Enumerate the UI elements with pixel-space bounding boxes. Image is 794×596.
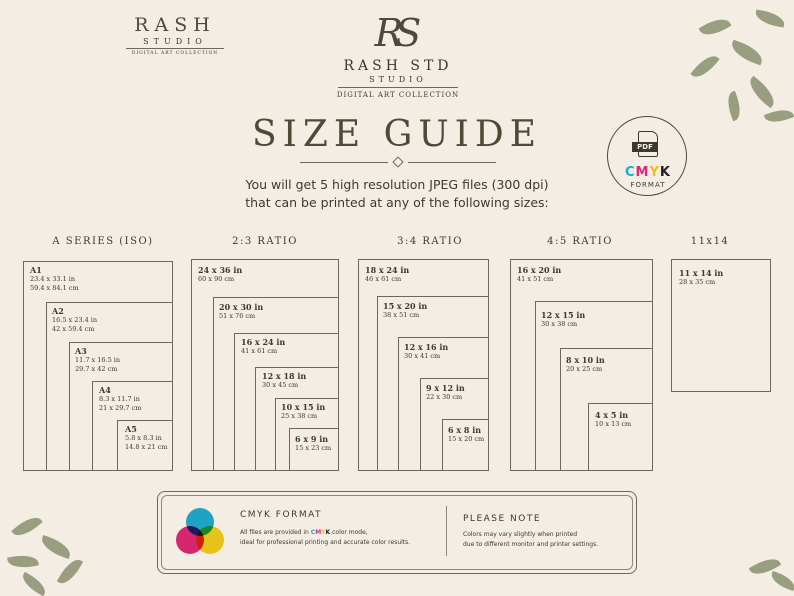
size-label-12x18: 12 x 18 in 30 x 45 cm [262, 371, 307, 389]
size-label-a3: A3 11.7 x 16.5 in 29.7 x 42 cm [75, 346, 121, 373]
cmyk-format-heading: CMYK FORMAT [240, 510, 323, 520]
panel-divider [446, 506, 447, 556]
page-title: SIZE GUIDE [251, 114, 543, 155]
format-label: FORMAT [630, 181, 666, 189]
brand-sub: STUDIO [143, 37, 207, 46]
size-label-16x20: 16 x 20 in 41 x 51 cm [517, 265, 562, 283]
cmyk-venn-icon [174, 506, 226, 558]
size-label-15x20: 15 x 20 in 38 x 51 cm [383, 301, 428, 319]
column-heading-a-series: A SERIES (ISO) [52, 236, 154, 247]
brand-tag: DIGITAL ART COLLECTION [336, 91, 460, 99]
subtitle: You will get 5 high resolution JPEG files (300 dpi) that can be printed at any of the following sizes: [245, 177, 549, 210]
please-note-text: Colors may vary slightly when printed due to different monitor and printer settings. [463, 531, 599, 548]
size-label-12x15: 12 x 15 in 30 x 38 cm [541, 310, 586, 328]
brand-logo-left [120, 14, 230, 56]
size-label-9x12: 9 x 12 in 22 x 30 cm [426, 383, 465, 401]
size-label-a1: A1 23.4 x 33.1 in 59.4 x 84.1 cm [30, 265, 79, 292]
size-label-20x30: 20 x 30 in 51 x 76 cm [219, 302, 264, 320]
brand-sub: STUDIO [369, 75, 427, 84]
brand-monogram: RS [374, 11, 414, 55]
column-heading-11x14: 11x14 [690, 236, 730, 247]
column-heading-2-3: 2:3 RATIO [232, 236, 298, 247]
size-label-6x9: 6 x 9 in 15 x 23 cm [295, 434, 332, 452]
size-label-18x24: 18 x 24 in 46 x 61 cm [365, 265, 410, 283]
size-label-a2: A2 16.5 x 23.4 in 42 x 59.4 cm [52, 306, 98, 333]
brand-logo-center [330, 12, 466, 99]
pdf-cmyk-badge [607, 116, 687, 196]
size-label-6x8: 6 x 8 in 15 x 20 cm [448, 425, 485, 443]
size-label-24x36: 24 x 36 in 60 x 90 cm [198, 265, 243, 283]
column-heading-3-4: 3:4 RATIO [397, 236, 463, 247]
pdf-label: PDF [632, 142, 658, 152]
please-note-heading: PLEASE NOTE [463, 514, 542, 524]
size-label-11x14: 11 x 14 in 28 x 35 cm [679, 268, 724, 286]
title-ornament [300, 158, 496, 168]
cmyk-logo: CMYK [625, 165, 671, 180]
brand-name: RASH [134, 14, 216, 36]
brand-name: RASH STD [343, 58, 453, 74]
size-label-12x16: 12 x 16 in 30 x 41 cm [404, 342, 449, 360]
column-heading-4-5: 4:5 RATIO [547, 236, 613, 247]
size-label-16x24: 16 x 24 in 41 x 61 cm [241, 337, 286, 355]
cmyk-format-text: All files are provided in CMYK color mode, ideal for professional printing and accurate color results. [240, 529, 411, 546]
size-label-a5: A5 5.8 x 8.3 in 14.8 x 21 cm [125, 424, 168, 451]
size-label-4x5: 4 x 5 in 10 x 13 cm [595, 410, 632, 428]
size-label-8x10: 8 x 10 in 20 x 25 cm [566, 355, 605, 373]
size-label-10x15: 10 x 15 in 25 x 38 cm [281, 402, 326, 420]
size-label-a4: A4 8.3 x 11.7 in 21 x 29.7 cm [99, 385, 142, 412]
brand-tag: DIGITAL ART COLLECTION [131, 51, 219, 56]
info-panel [157, 491, 637, 574]
